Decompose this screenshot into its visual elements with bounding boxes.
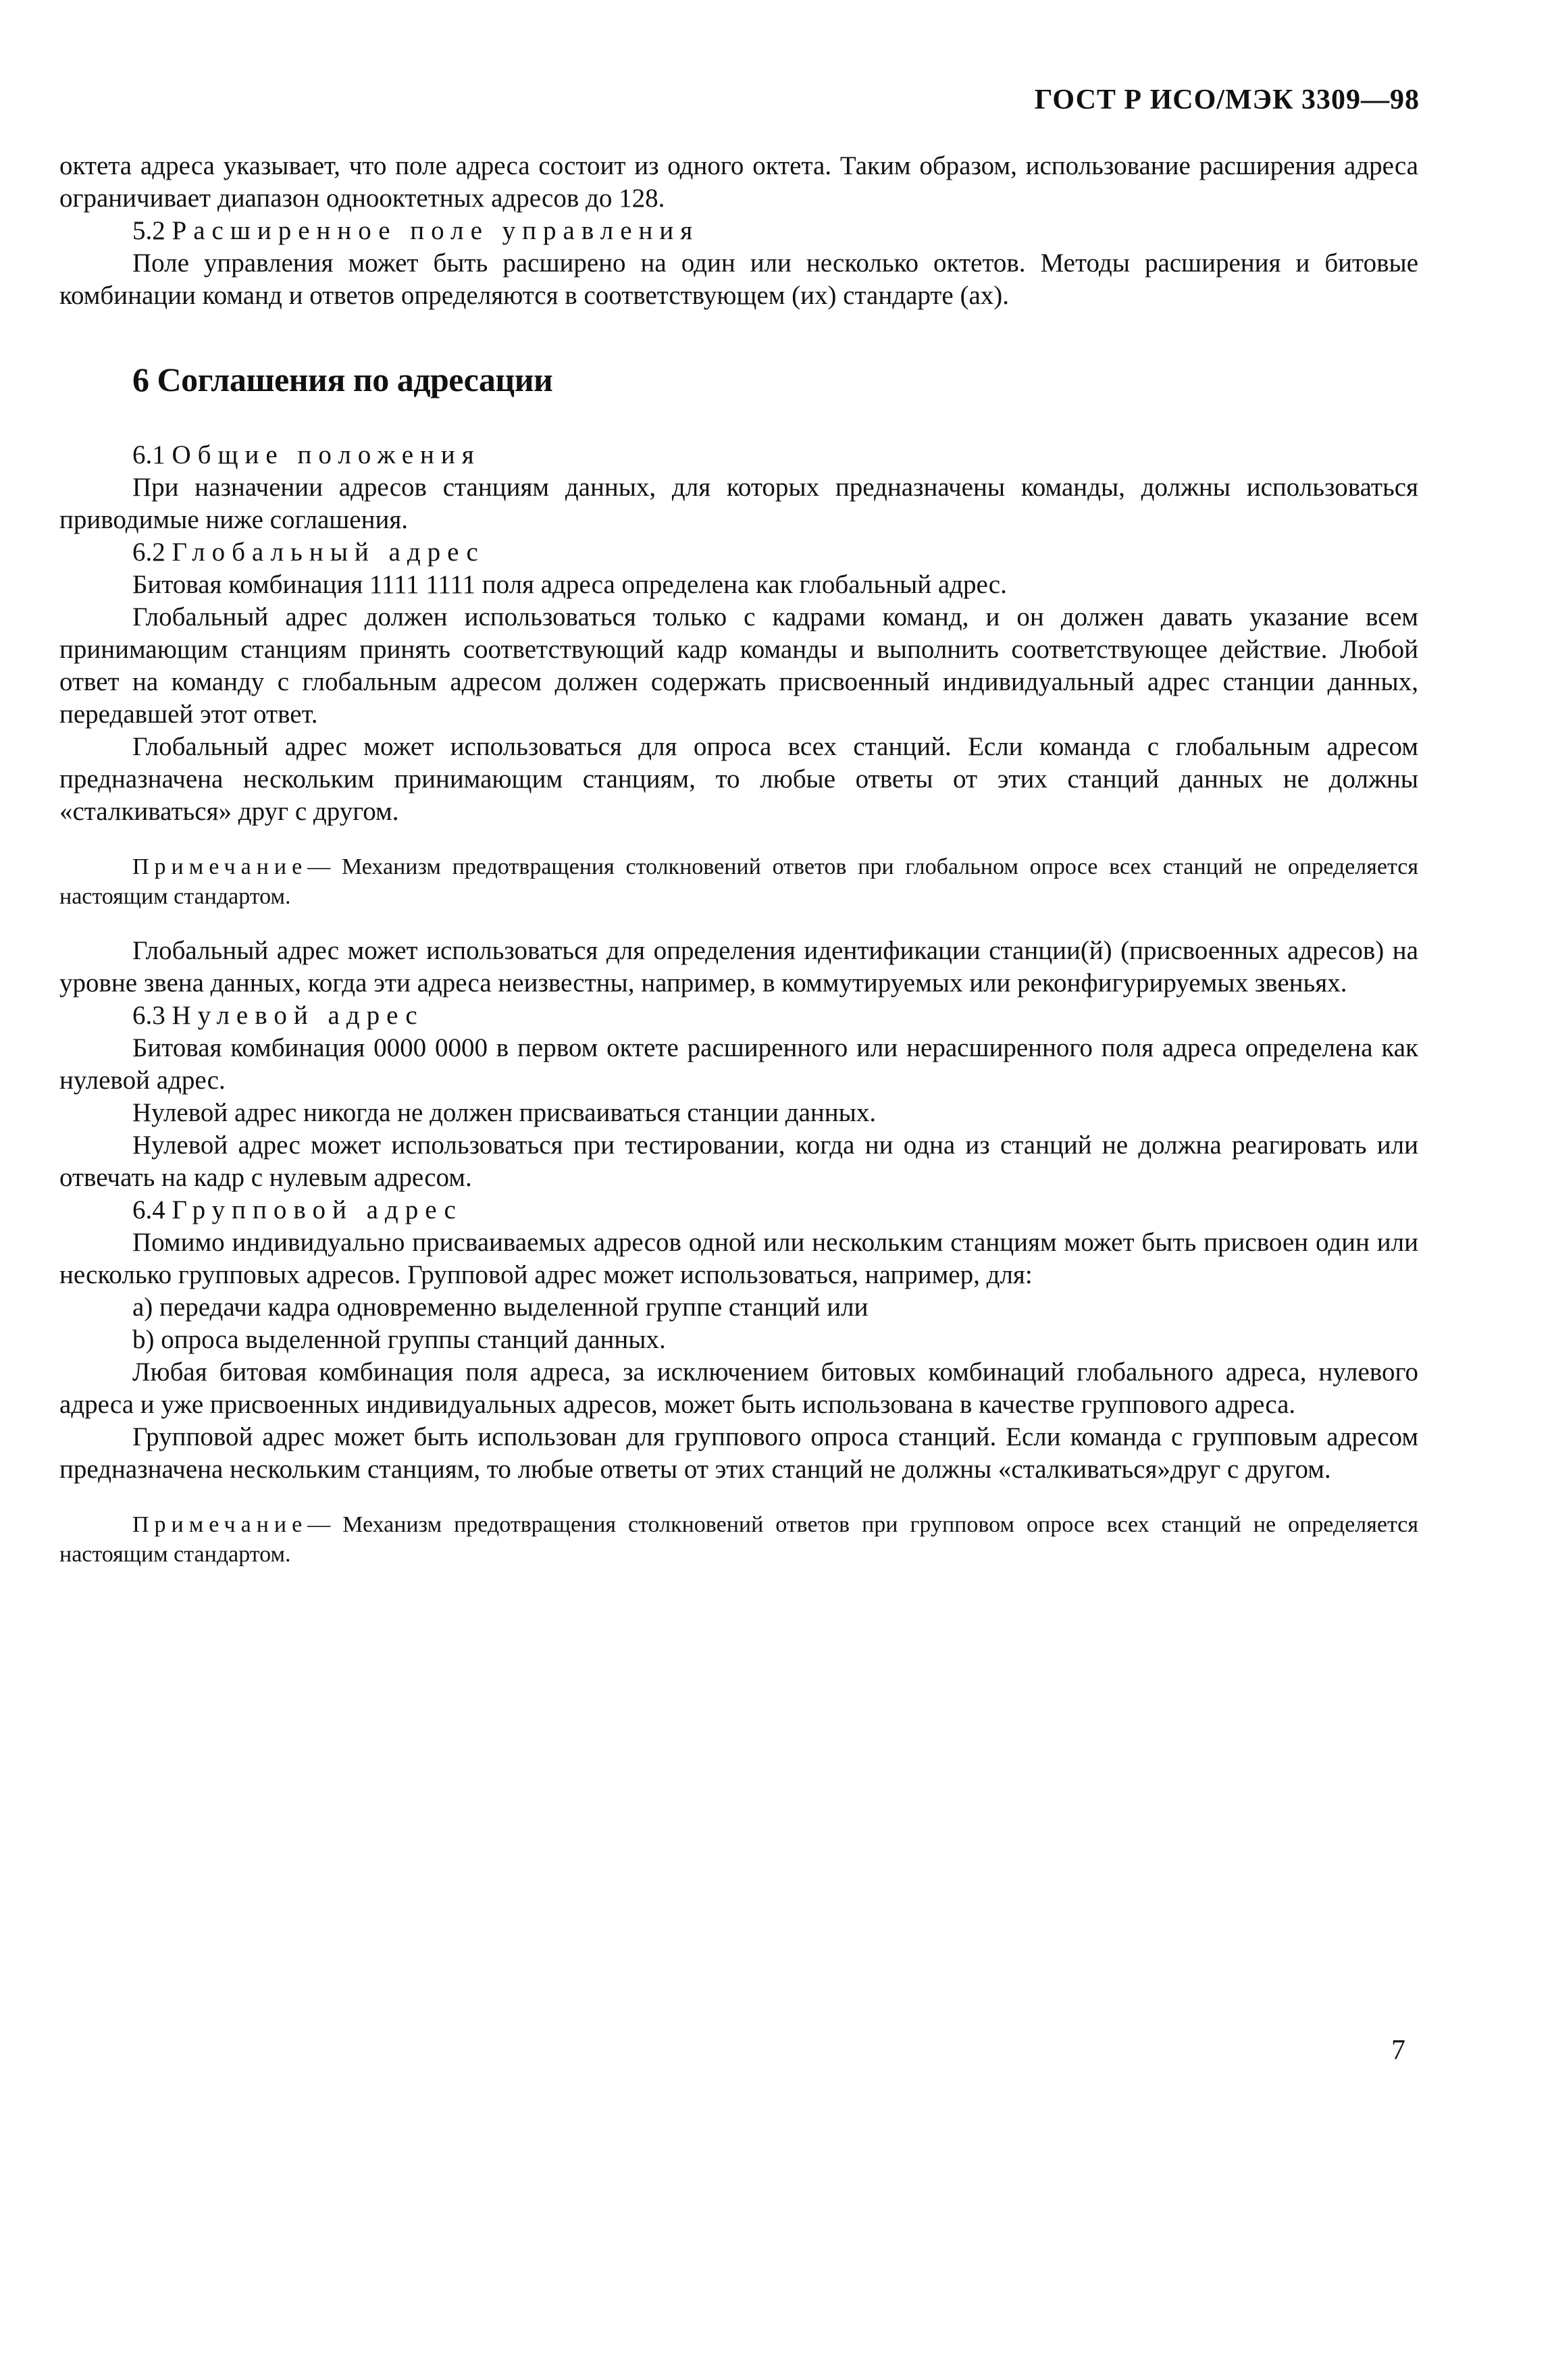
paragraph-octet-continuation: октета адреса указывает, что поле адреса состоит из одного октета. Таким образом, использование расширения адреса ограничивает диапазон однооктетных адресов до 128.	[59, 151, 1418, 213]
paragraph-group-bits: Любая битовая комбинация поля адреса, за исключением битовых комбинаций глобального адреса, нулевого адреса и уже присвоенных индивидуальных адресов, может быть использована в качестве группового адреса.	[59, 1357, 1418, 1419]
subsection-title: Расширенное поле управления	[172, 216, 700, 245]
subsection-number: 6.1	[132, 440, 172, 469]
note-global-polling	[59, 852, 1418, 912]
note-text: — Механизм предотвращения столкновений ответов при глобальном опросе всех станций не определяется настоящим стандартом.	[59, 854, 1418, 909]
document-header: ГОСТ Р ИСО/МЭК 3309—98	[1034, 84, 1420, 115]
subsection-5-2-heading	[59, 215, 1418, 247]
subsection-title: Глобальный адрес	[172, 538, 485, 567]
paragraph-group-intro: Помимо индивидуально присваиваемых адресов одной или нескольким станциям может быть присвоен один или несколько групповых адресов. Групповой адрес может использоваться, например, для:	[59, 1228, 1418, 1289]
paragraph-general: При назначении адресов станциям данных, для которых предназначены команды, должны использоваться приводимые ниже соглашения.	[59, 473, 1418, 534]
note-label: Примечание	[132, 1512, 308, 1537]
subsection-title: Групповой адрес	[172, 1195, 463, 1224]
paragraph-null-bits: Битовая комбинация 0000 0000 в первом октете расширенного или нерасширенного поля адреса определена как нулевой адрес.	[59, 1033, 1418, 1095]
list-item-a: a) передачи кадра одновременно выделенной группе станций или	[132, 1293, 869, 1322]
paragraph-null-assign: Нулевой адрес никогда не должен присваиваться станции данных.	[132, 1098, 877, 1127]
note-label: Примечание	[132, 854, 308, 879]
subsection-6-1-heading	[59, 439, 1418, 471]
list-item-b: b) опроса выделенной группы станций данных.	[132, 1325, 666, 1354]
subsection-number: 6.3	[132, 1001, 172, 1030]
subsection-6-3-heading	[59, 1000, 1418, 1032]
subsection-number: 5.2	[132, 216, 172, 245]
paragraph-global-bits: Битовая комбинация 1111 1111 поля адреса определена как глобальный адрес.	[132, 570, 1007, 599]
paragraph-null-testing: Нулевой адрес может использоваться при тестировании, когда ни одна из станций не должна реагировать или отвечать на кадр с нулевым адресом.	[59, 1131, 1418, 1192]
paragraph-global-commands: Глобальный адрес должен использоваться только с кадрами команд, и он должен давать указание всем принимающим станциям принять соответствующий кадр команды и выполнить соответствующее действие. Любой ответ на команду с глобальным адресом должен содержать присвоенный индивидуальный адрес станции данных, передавшей этот ответ.	[59, 602, 1418, 729]
subsection-number: 6.2	[132, 538, 172, 567]
paragraph-group-polling: Групповой адрес может быть использован для группового опроса станций. Если команда с групповым адресом предназначена нескольким станциям, то любые ответы от этих станций не должны «сталкиваться»друг с другом.	[59, 1422, 1418, 1484]
paragraph-control-field: Поле управления может быть расширено на один или несколько октетов. Методы расширения и битовые комбинации команд и ответов определяются в соответствующем (их) стандарте (ах).	[59, 249, 1418, 310]
note-group-polling	[59, 1510, 1418, 1570]
paragraph-global-identification: Глобальный адрес может использоваться для определения идентификации станции(й) (присвоенных адресов) на уровне звена данных, когда эти адреса неизвестны, например, в коммутируемых или реконфигурируемых звеньях.	[59, 936, 1418, 998]
subsection-6-4-heading	[59, 1194, 1418, 1226]
note-text: — Механизм предотвращения столкновений ответов при групповом опросе всех станций не определяется настоящим стандартом.	[59, 1512, 1418, 1567]
paragraph-global-polling: Глобальный адрес может использоваться для опроса всех станций. Если команда с глобальным адресом предназначена нескольким принимающим станциям, то любые ответы от этих станций данных не должны «сталкиваться» друг с другом.	[59, 732, 1418, 826]
subsection-6-2-heading	[59, 536, 1418, 569]
subsection-title: Общие положения	[172, 440, 481, 469]
document-body	[59, 150, 1418, 1593]
section-6-heading: 6 Соглашения по адресации	[132, 361, 553, 398]
subsection-title: Нулевой адрес	[172, 1001, 424, 1030]
subsection-number: 6.4	[132, 1195, 172, 1224]
page-number: 7	[1391, 2035, 1405, 2066]
